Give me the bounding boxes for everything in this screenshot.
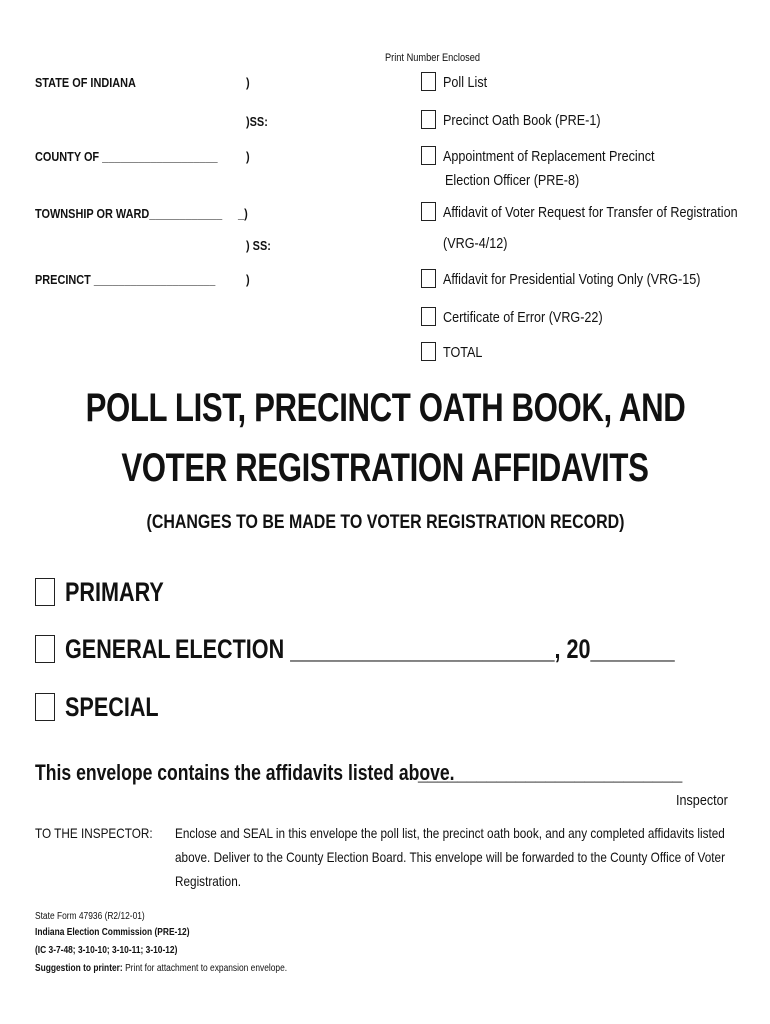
precinct-field[interactable]: PRECINCT ____________________ — [35, 272, 216, 287]
footer-suggestion — [35, 962, 287, 975]
state-paren: ) — [246, 75, 250, 90]
transfer-affidavit-checkbox[interactable] — [421, 202, 436, 221]
oath-book-checkbox[interactable] — [421, 110, 436, 129]
replacement-officer-label: Appointment of Replacement Precinct — [443, 148, 655, 165]
inspector-signature-line[interactable]: ___________________________ — [418, 760, 683, 785]
instructions-line-3: Registration. — [175, 873, 242, 889]
ss-label-2: ) SS: — [246, 238, 271, 253]
footer-suggestion-text: Print for attachment to expansion envelope. — [122, 963, 288, 974]
township-field[interactable]: TOWNSHIP OR WARD____________ — [35, 206, 223, 221]
subtitle: (CHANGES TO BE MADE TO VOTER REGISTRATION RECORD) — [146, 512, 624, 533]
replacement-officer-checkbox[interactable] — [421, 146, 436, 165]
print-number-enclosed: Print Number Enclosed — [385, 52, 481, 64]
presidential-affidavit-checkbox[interactable] — [421, 269, 436, 288]
poll-list-checkbox[interactable] — [421, 72, 436, 91]
poll-list-label: Poll List — [443, 74, 488, 91]
election-date-field[interactable]: ELECTION ______________________, 20_______ — [175, 634, 675, 664]
instructions-line-2: above. Deliver to the County Election Board. This envelope will be forwarded to the County Office of Voter — [175, 849, 725, 865]
footer-commission: Indiana Election Commission (PRE-12) — [35, 927, 190, 938]
county-field[interactable]: COUNTY OF ___________________ — [35, 149, 218, 164]
title-line-1: POLL LIST, PRECINCT OATH BOOK, AND — [85, 386, 685, 430]
subtitle-wrap — [0, 512, 770, 534]
footer-form-number: State Form 47936 (R2/12-01) — [35, 911, 145, 922]
general-label: GENERAL — [65, 634, 171, 664]
replacement-officer-label-2: Election Officer (PRE-8) — [445, 172, 580, 189]
inspector-label: Inspector — [676, 792, 728, 809]
township-paren: _) — [238, 206, 248, 221]
transfer-affidavit-label-2: (VRG-4/12) — [443, 235, 508, 252]
title-line-2-wrap — [0, 446, 770, 491]
special-checkbox[interactable] — [35, 693, 55, 721]
county-paren: ) — [246, 149, 250, 164]
certificate-error-label: Certificate of Error (VRG-22) — [443, 309, 603, 326]
envelope-statement: This envelope contains the affidavits listed above. — [35, 760, 455, 785]
transfer-affidavit-label: Affidavit of Voter Request for Transfer of Registration — [443, 204, 738, 221]
title-line-2: VOTER REGISTRATION AFFIDAVITS — [121, 446, 649, 490]
to-inspector-label: TO THE INSPECTOR: — [35, 825, 153, 841]
footer-ic: (IC 3-7-48; 3-10-10; 3-10-11; 3-10-12) — [35, 945, 178, 956]
oath-book-label: Precinct Oath Book (PRE-1) — [443, 112, 601, 129]
presidential-affidavit-label: Affidavit for Presidential Voting Only (VRG-15) — [443, 271, 701, 288]
primary-label: PRIMARY — [65, 577, 164, 607]
precinct-paren: ) — [246, 272, 250, 287]
state-label: STATE OF INDIANA — [35, 75, 136, 90]
total-label: TOTAL — [443, 344, 483, 361]
certificate-error-checkbox[interactable] — [421, 307, 436, 326]
footer-suggestion-label: Suggestion to printer: — [35, 963, 123, 974]
instructions-line-1: Enclose and SEAL in this envelope the poll list, the precinct oath book, and any completed affidavits listed — [175, 825, 725, 841]
general-checkbox[interactable] — [35, 635, 55, 663]
special-label: SPECIAL — [65, 692, 159, 722]
ss-label-1: )SS: — [246, 114, 268, 129]
total-checkbox[interactable] — [421, 342, 436, 361]
title-line-1-wrap — [0, 386, 770, 431]
primary-checkbox[interactable] — [35, 578, 55, 606]
